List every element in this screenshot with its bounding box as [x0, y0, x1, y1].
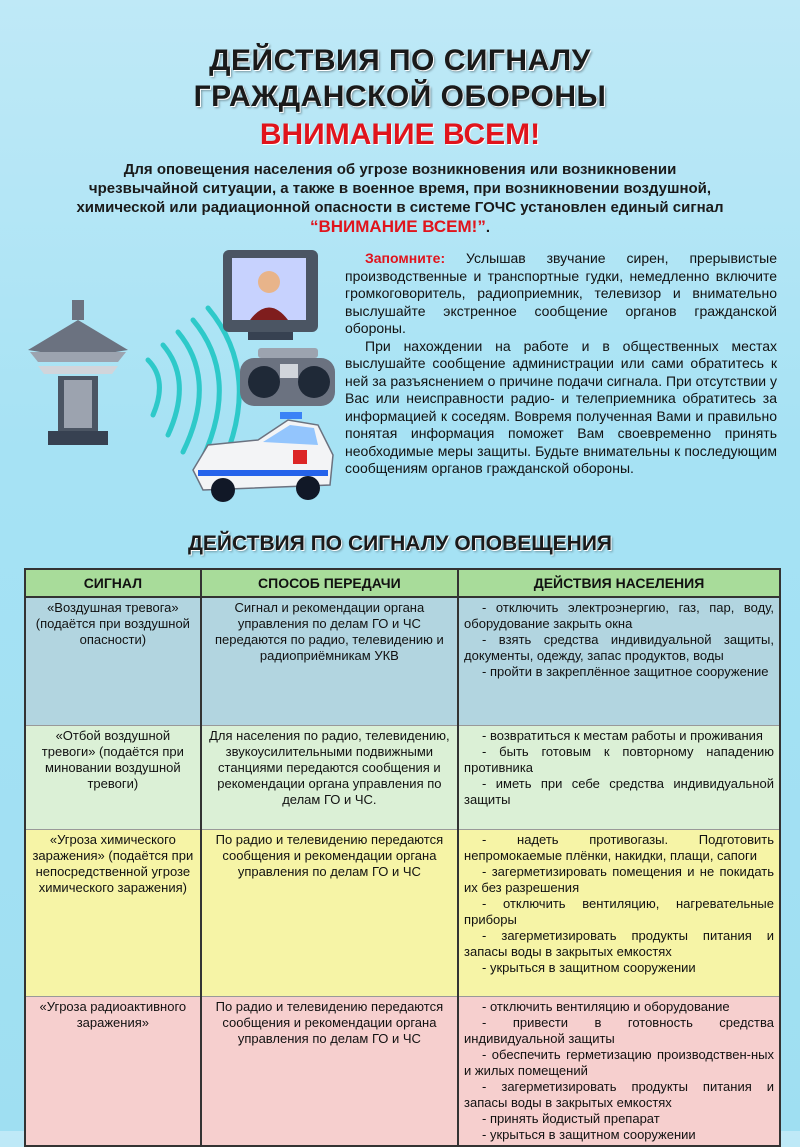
- action-item: - укрыться в защитном сооружении: [482, 959, 696, 975]
- illustration: [18, 240, 338, 510]
- actions-cell: [458, 725, 780, 829]
- action-item: - отключить вентиляцию и оборудование: [482, 998, 730, 1014]
- section-title: ДЕЙСТВИЯ ПО СИГНАЛУ ОПОВЕЩЕНИЯ: [187, 532, 613, 555]
- action-item: - принять йодистый препарат: [482, 1110, 660, 1126]
- actions-cell: [458, 829, 780, 996]
- intro-text: Для оповещения населения об угрозе возникновения или возникновении чрезвычайной ситуации, а также в военное время, при возникновении воздушной, химической или радиационной опасности в системе ГОЧС установлен единый сигнал: [76, 161, 724, 216]
- page-title-line1: ДЕЙСТВИЯ ПО СИГНАЛУ: [209, 44, 591, 77]
- page-subtitle: ВНИМАНИЕ ВСЕМ!: [259, 118, 541, 151]
- table-row: [25, 996, 780, 1146]
- action-item: - взять средства индивидуальной защиты, документы, одежду, запас продуктов, воды: [464, 632, 774, 663]
- table-row: [25, 829, 780, 996]
- action-item: - пройти в закреплённое защитное сооружение: [482, 664, 769, 679]
- action-item: - обеспечить герметизацию производствен-ных и жилых помещений: [464, 1046, 774, 1078]
- memo-label: Запомните:: [365, 250, 446, 266]
- table-header-row: [25, 569, 780, 597]
- action-item: - быть готовым к повторному нападению противника: [464, 743, 774, 775]
- action-item: - надеть противогазы. Подготовить непромокаемые плёнки, накидки, плащи, сапоги: [464, 831, 774, 863]
- page-title-line2: ГРАЖДАНСКОЙ ОБОРОНЫ: [193, 80, 607, 113]
- method-cell: Сигнал и рекомендации органа управления по делам ГО и ЧС передаются по радио, телевидению и радиоприёмникам УКВ: [201, 597, 458, 725]
- action-item: - иметь при себе средства индивидуальной защиты: [464, 775, 774, 807]
- actions-cell: [458, 597, 780, 725]
- actions-cell: [458, 996, 780, 1146]
- action-item: - отключить электроэнергию, газ, пар, воду, оборудование закрыть окна: [464, 600, 774, 631]
- actions-table: [24, 568, 781, 1147]
- intro-paragraph: [70, 160, 730, 237]
- header-method: СПОСОБ ПЕРЕДАЧИ: [201, 569, 458, 597]
- action-item: - отключить вентиляцию, нагревательные приборы: [464, 895, 774, 927]
- method-cell: Для населения по радио, телевидению, звукоусилительными подвижными станциями передаются сообщения и рекомендации органа управления по делам ГО и ЧС.: [201, 725, 458, 829]
- action-item: - возвратиться к местам работы и проживания: [482, 727, 763, 743]
- memo-paragraph-1: Услышав звучание сирен, прерывистые производственные и транспортные гудки, немедленно включите громкоговоритель, радиоприемник, телевизор и внимательно выслушайте экстренное сообщение органов гражданской обороны.: [345, 250, 777, 336]
- tv-icon: [223, 250, 318, 340]
- header-actions: ДЕЙСТВИЯ НАСЕЛЕНИЯ: [458, 569, 780, 597]
- signal-cell: «Угроза химического заражения» (подаётся при непосредственной угрозе химического заражения): [25, 829, 201, 996]
- radio-icon: [240, 348, 335, 406]
- siren-icon: [28, 300, 128, 445]
- header-signal: СИГНАЛ: [25, 569, 201, 597]
- signal-cell: «Отбой воздушной тревоги» (подаётся при миновании воздушной тревоги): [25, 725, 201, 829]
- action-item: - загерметизировать продукты питания и запасы воды в закрытых емкостях: [464, 927, 774, 959]
- method-cell: По радио и телевидению передаются сообщения и рекомендации органа управления по делам ГО и ЧС: [201, 996, 458, 1146]
- table-row: [25, 597, 780, 725]
- signal-cell: «Воздушная тревога» (подаётся при воздушной опасности): [25, 597, 201, 725]
- action-item: - привести в готовность средства индивидуальной защиты: [464, 1014, 774, 1046]
- table-row: [25, 725, 780, 829]
- method-cell: По радио и телевидению передаются сообщения и рекомендации органа управления по делам ГО и ЧС: [201, 829, 458, 996]
- action-item: - загерметизировать продукты питания и запасы воды в закрытых емкостях: [464, 1078, 774, 1110]
- signal-cell: «Угроза радиоактивного заражения»: [25, 996, 201, 1146]
- action-item: - загерметизировать помещения и не покидать их без разрешения: [464, 863, 774, 895]
- memo-block: [345, 250, 777, 478]
- memo-paragraph-2: При нахождении на работе и в общественных местах выслушайте сообщение администрации или сами обратитесь к ней за разъяснением о причине подачи сигнала. При отсутствии у Вас или неисправности радио- и телеприемника обратитесь за информацией к соседям. Вовремя полученная Вами и правильно понятая информация поможет Вам своевременно принять необходимые меры защиты. Будьте внимательны к последующим сообщениям органов гражданской обороны.: [345, 337, 777, 476]
- intro-signal: “ВНИМАНИЕ ВСЕМ!”: [309, 217, 486, 236]
- intro-end: .: [485, 219, 490, 236]
- action-item: - укрыться в защитном сооружении: [482, 1126, 696, 1142]
